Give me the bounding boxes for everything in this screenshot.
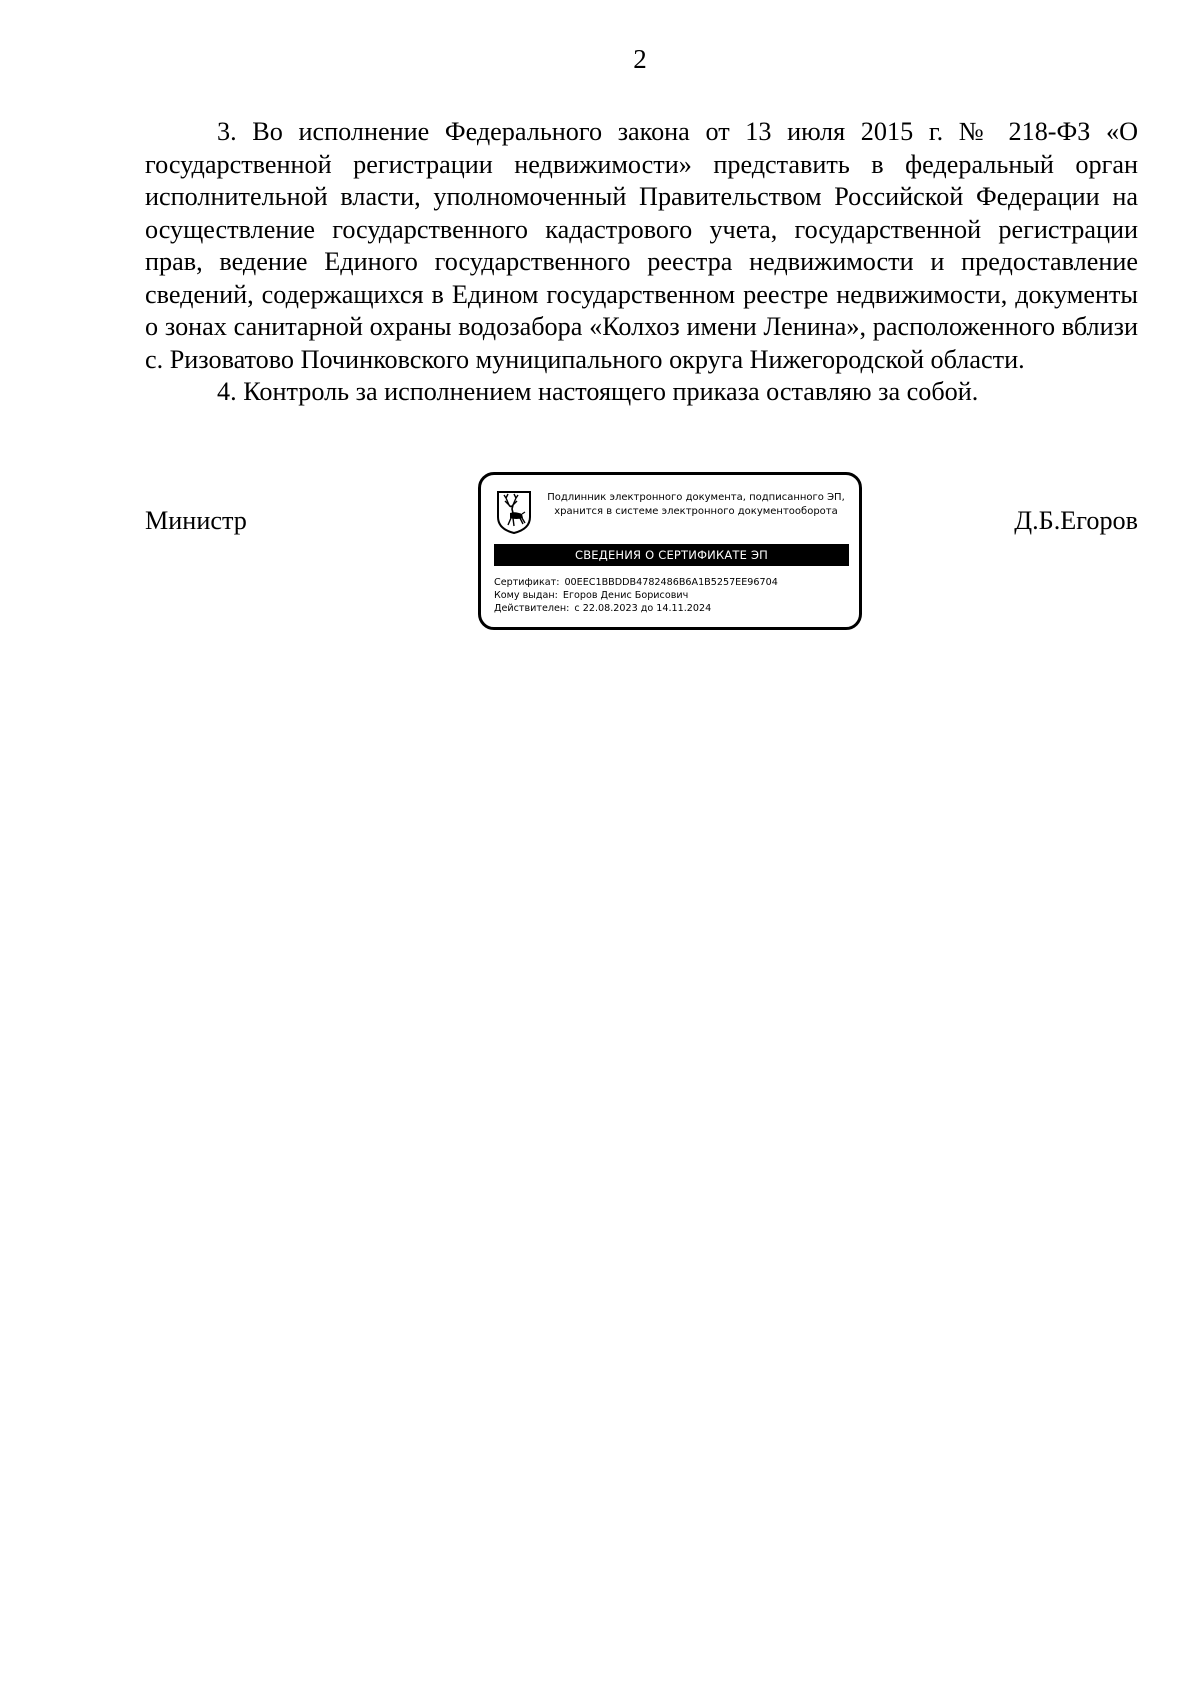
validity-label: Действителен:: [494, 603, 570, 614]
issued-to-row: [494, 589, 854, 602]
certificate-row: [494, 576, 854, 589]
stamp-header-line: хранится в системе электронного документооборота: [554, 506, 838, 517]
signatory-position: Министр: [145, 506, 247, 535]
validity-value: с 22.08.2023 до 14.11.2024: [574, 603, 712, 614]
certificate-value: 00EEC1BBDDB4782486B6A1B5257EE96704: [564, 577, 778, 588]
certificate-label: Сертификат:: [494, 577, 560, 588]
page-number: 2: [633, 44, 647, 74]
issued-to-label: Кому выдан:: [494, 590, 558, 601]
paragraph-3: 3. Во исполнение Федерального закона от 13 июля 2015 г. № 218-ФЗ «О государственной регистрации недвижимости» представить в федеральный орган исполнительной власти, уполномоченный Правительством Российской Федерации на осуществление государственного кадастрового учета, государственной регистрации прав, ведение Единого государственного реестра недвижимости и предоставление сведений, содержащихся в Едином государственном реестре недвижимости, документы о зонах санитарной охраны водозабора «Колхоз имени Ленина», расположенного вблизи с. Ризоватово Починковского муниципального округа Нижегородской области.: [145, 117, 1138, 374]
certificate-details: [494, 576, 854, 615]
body-text: [145, 116, 1138, 409]
stamp-header: [537, 491, 855, 519]
paragraph-4: 4. Контроль за исполнением настоящего приказа оставляю за собой.: [217, 377, 979, 406]
stamp-header-line: Подлинник электронного документа, подписанного ЭП,: [547, 492, 845, 503]
deer-coat-of-arms-icon: [495, 489, 533, 535]
issued-to-value: Егоров Денис Борисович: [562, 590, 689, 601]
electronic-signature-stamp: [478, 472, 862, 630]
certificate-info-bar: СВЕДЕНИЯ О СЕРТИФИКАТЕ ЭП: [494, 544, 849, 566]
signatory-name: Д.Б.Егоров: [1014, 506, 1138, 535]
validity-row: [494, 602, 854, 615]
